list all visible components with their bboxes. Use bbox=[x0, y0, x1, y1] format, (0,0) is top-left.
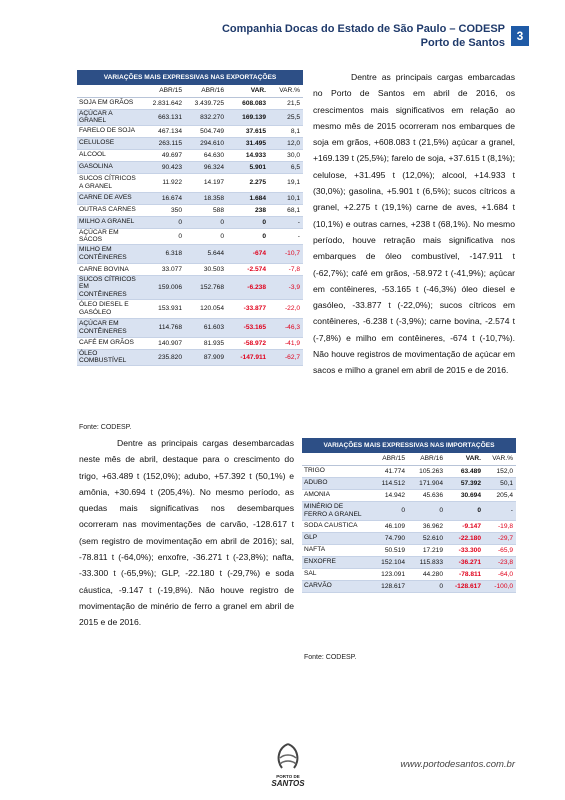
imports-paragraph bbox=[79, 435, 294, 631]
value-variation-percent: 10,1 bbox=[269, 192, 303, 204]
value-abr15: 6.318 bbox=[139, 244, 185, 263]
value-variation: 1.684 bbox=[227, 192, 269, 204]
table-row bbox=[77, 149, 303, 161]
value-abr15: 33.077 bbox=[139, 263, 185, 275]
value-variation-percent: 8,1 bbox=[269, 125, 303, 137]
value-variation-percent: -10,7 bbox=[269, 244, 303, 263]
value-variation: -147.911 bbox=[227, 349, 269, 365]
table-row bbox=[302, 544, 516, 556]
value-variation: -128.617 bbox=[446, 580, 484, 592]
table-row bbox=[302, 520, 516, 532]
table-row bbox=[77, 192, 303, 204]
row-label: AMONIA bbox=[302, 489, 370, 501]
column-header: ABR/15 bbox=[139, 85, 185, 97]
value-variation-percent: 6,5 bbox=[269, 161, 303, 173]
value-abr16: 45.636 bbox=[408, 489, 446, 501]
value-variation-percent: -100,0 bbox=[484, 580, 516, 592]
value-variation-percent: 50,1 bbox=[484, 477, 516, 489]
value-variation: -6.238 bbox=[227, 275, 269, 299]
table-row bbox=[77, 275, 303, 299]
value-variation: 2.275 bbox=[227, 173, 269, 192]
value-abr16: 0 bbox=[185, 216, 227, 228]
value-abr15: 0 bbox=[139, 216, 185, 228]
value-variation: 0 bbox=[227, 216, 269, 228]
value-abr16: 120.054 bbox=[185, 299, 227, 318]
value-abr15: 663.131 bbox=[139, 109, 185, 125]
value-variation-percent: 19,1 bbox=[269, 173, 303, 192]
value-variation-percent: -41,9 bbox=[269, 337, 303, 349]
row-label: CARNE BOVINA bbox=[77, 263, 139, 275]
value-variation: -674 bbox=[227, 244, 269, 263]
table-row bbox=[302, 477, 516, 489]
value-abr16: 3.439.725 bbox=[185, 97, 227, 109]
table-row bbox=[77, 161, 303, 173]
value-variation-percent: 30,0 bbox=[269, 149, 303, 161]
value-abr16: 832.270 bbox=[185, 109, 227, 125]
row-label: SUCOS CÍTRICOS A GRANEL bbox=[77, 173, 139, 192]
value-abr16: 14.197 bbox=[185, 173, 227, 192]
column-header: ABR/16 bbox=[408, 453, 446, 465]
value-abr15: 14.942 bbox=[370, 489, 408, 501]
value-variation-percent: - bbox=[269, 228, 303, 244]
website-url: www.portodesantos.com.br bbox=[400, 759, 515, 770]
value-abr15: 140.907 bbox=[139, 337, 185, 349]
value-variation-percent: -22,0 bbox=[269, 299, 303, 318]
value-abr15: 235.820 bbox=[139, 349, 185, 365]
value-variation: 30.694 bbox=[446, 489, 484, 501]
value-abr15: 467.134 bbox=[139, 125, 185, 137]
value-variation: 0 bbox=[227, 228, 269, 244]
row-label: CARVÃO bbox=[302, 580, 370, 592]
value-abr15: 41.774 bbox=[370, 465, 408, 477]
imports-source: Fonte: CODESP. bbox=[304, 654, 357, 661]
row-label: ÓLEO DIESEL E GASÓLEO bbox=[77, 299, 139, 318]
row-label: CELULOSE bbox=[77, 137, 139, 149]
value-abr15: 50.519 bbox=[370, 544, 408, 556]
value-variation: -36.271 bbox=[446, 556, 484, 568]
value-variation: 14.933 bbox=[227, 149, 269, 161]
value-variation: -78.811 bbox=[446, 568, 484, 580]
table-row bbox=[77, 137, 303, 149]
exports-paragraph-text: Dentre as principais cargas embarcadas no Porto de Santos em abril de 2016, os crescimentos mais significativos em relação ao mesmo mês de 2015 ocorreram nos embarques de soja em grãos, +608.083 t (21,5%) açúcar a granel, +169.139 t (25,5%); farelo de soja, +37.615 t (8,1%); celulose, +31.495 t (12,0%); alcool, +14.933 t (30,0%); gasolina, +5.901 t (6,5%); sucos cítricos a granel, +2.275 t (19,1%) carne de aves, +1.684 t (10,1%) e outras carnes, +238 t (68,1%). No mesmo período, houve retração mais significativa nos embarques de óleo combustível, -147.911 t (-62,7%); café em grãos, -58.972 t (-41,9%); açúcar em contêineres, -53.165 t (-46,3%) óleo diesel e gasóleo, -33.877 t (-22,0%); sucos cítricos em contêineres, -6.238 t (-3,9%); carne bovina, -2.574 t (-7,8%) e milho em contêineres, -674 t (-10,7%). Não houve registros de movimentação de açúcar em sacos e milho a granel em abril de 2015 e de 2016. bbox=[313, 72, 515, 376]
column-header: VAR. bbox=[227, 85, 269, 97]
column-header: VAR. bbox=[446, 453, 484, 465]
value-abr15: 159.006 bbox=[139, 275, 185, 299]
value-abr16: 0 bbox=[408, 580, 446, 592]
table-row bbox=[77, 263, 303, 275]
row-label: CAFÉ EM GRÃOS bbox=[77, 337, 139, 349]
value-variation: 169.139 bbox=[227, 109, 269, 125]
value-abr16: 36.962 bbox=[408, 520, 446, 532]
value-variation: 238 bbox=[227, 204, 269, 216]
imports-paragraph-text: Dentre as principais cargas desembarcadas neste mês de abril, destaque para o crescimento do trigo, +63.489 t (152,0%); adubo, +57.392 t (50,1%) e amônia, +30.694 t (205,4%). No mesmo período, as quedas mais significativas nos desembarques ocorreram nas movimentações de carvão, -128.617 t (sem registro de movimentação em abril de 2016); sal, -78.811 t (-64,0%); enxofre, -36.271 t (-23,8%); nafta, -33.300 t (-65,9%); GLP, -22.180 t (-29,7%) e soda cáustica, -9.147 t (-19,8%). Não houve registro de movimentação de minério de ferro a granel em abril de 2015 e de 2016. bbox=[79, 438, 294, 628]
imports-table bbox=[302, 438, 516, 593]
value-abr16: 152.768 bbox=[185, 275, 227, 299]
value-variation: -9.147 bbox=[446, 520, 484, 532]
table-row bbox=[302, 580, 516, 592]
value-variation: 63.489 bbox=[446, 465, 484, 477]
value-abr16: 504.749 bbox=[185, 125, 227, 137]
value-abr16: 588 bbox=[185, 204, 227, 216]
table-row bbox=[77, 173, 303, 192]
row-label: SOJA EM GRÃOS bbox=[77, 97, 139, 109]
row-label: NAFTA bbox=[302, 544, 370, 556]
value-abr15: 0 bbox=[370, 501, 408, 520]
value-variation: -58.972 bbox=[227, 337, 269, 349]
table-row bbox=[77, 228, 303, 244]
table-row bbox=[302, 465, 516, 477]
exports-table bbox=[77, 70, 303, 366]
value-variation: 0 bbox=[446, 501, 484, 520]
value-variation: -33.300 bbox=[446, 544, 484, 556]
value-abr15: 128.617 bbox=[370, 580, 408, 592]
table-row bbox=[77, 299, 303, 318]
value-variation-percent: -23,8 bbox=[484, 556, 516, 568]
table-row bbox=[77, 318, 303, 337]
value-abr15: 114.768 bbox=[139, 318, 185, 337]
value-abr15: 46.109 bbox=[370, 520, 408, 532]
table-row bbox=[77, 125, 303, 137]
column-header: VAR.% bbox=[484, 453, 516, 465]
value-variation: -53.165 bbox=[227, 318, 269, 337]
exports-table-header-row bbox=[77, 85, 303, 97]
value-abr16: 5.644 bbox=[185, 244, 227, 263]
value-abr15: 49.697 bbox=[139, 149, 185, 161]
row-label: GLP bbox=[302, 532, 370, 544]
value-abr16: 81.935 bbox=[185, 337, 227, 349]
row-label: CARNE DE AVES bbox=[77, 192, 139, 204]
value-abr15: 90.423 bbox=[139, 161, 185, 173]
row-label: MILHO EM CONTÊINERES bbox=[77, 244, 139, 263]
value-variation: -33.877 bbox=[227, 299, 269, 318]
column-header bbox=[302, 453, 370, 465]
column-header bbox=[77, 85, 139, 97]
value-abr16: 294.610 bbox=[185, 137, 227, 149]
value-abr15: 11.922 bbox=[139, 173, 185, 192]
table-row bbox=[77, 204, 303, 216]
value-variation-percent: -3,9 bbox=[269, 275, 303, 299]
value-abr16: 52.610 bbox=[408, 532, 446, 544]
row-label: SODA CAUSTICA bbox=[302, 520, 370, 532]
value-variation-percent: -46,3 bbox=[269, 318, 303, 337]
row-label: MILHO A GRANEL bbox=[77, 216, 139, 228]
row-label: ALCOOL bbox=[77, 149, 139, 161]
value-variation-percent: 68,1 bbox=[269, 204, 303, 216]
table-row bbox=[302, 568, 516, 580]
table-row bbox=[77, 349, 303, 365]
row-label: OUTRAS CARNES bbox=[77, 204, 139, 216]
row-label: ÓLEO COMBUSTÍVEL bbox=[77, 349, 139, 365]
value-variation-percent: -65,9 bbox=[484, 544, 516, 556]
imports-table-title: VARIAÇÕES MAIS EXPRESSIVAS NAS IMPORTAÇÕES bbox=[302, 438, 516, 453]
row-label: ENXOFRE bbox=[302, 556, 370, 568]
value-abr16: 105.263 bbox=[408, 465, 446, 477]
exports-paragraph bbox=[313, 69, 515, 379]
value-abr15: 152.104 bbox=[370, 556, 408, 568]
value-variation-percent: 25,5 bbox=[269, 109, 303, 125]
value-variation: -2.574 bbox=[227, 263, 269, 275]
value-variation-percent: 152,0 bbox=[484, 465, 516, 477]
company-name: Companhia Docas do Estado de São Paulo – CODESP bbox=[221, 23, 505, 35]
value-abr16: 96.324 bbox=[185, 161, 227, 173]
table-row bbox=[302, 501, 516, 520]
imports-table-header-row bbox=[302, 453, 516, 465]
column-header: ABR/16 bbox=[185, 85, 227, 97]
value-variation: 5.901 bbox=[227, 161, 269, 173]
table-row bbox=[302, 489, 516, 501]
exports-table-title: VARIAÇÕES MAIS EXPRESSIVAS NAS EXPORTAÇÕES bbox=[77, 70, 303, 85]
value-abr16: 64.630 bbox=[185, 149, 227, 161]
value-abr15: 350 bbox=[139, 204, 185, 216]
row-label: ADUBO bbox=[302, 477, 370, 489]
header-title-block bbox=[222, 22, 505, 50]
value-abr15: 153.931 bbox=[139, 299, 185, 318]
value-variation-percent: 21,5 bbox=[269, 97, 303, 109]
row-label: AÇÚCAR A GRANEL bbox=[77, 109, 139, 125]
value-abr16: 30.503 bbox=[185, 263, 227, 275]
table-row bbox=[77, 216, 303, 228]
value-variation-percent: - bbox=[484, 501, 516, 520]
table-row bbox=[302, 532, 516, 544]
page-number-badge: 3 bbox=[511, 26, 529, 46]
value-abr16: 171.904 bbox=[408, 477, 446, 489]
table-row bbox=[77, 337, 303, 349]
value-abr15: 263.115 bbox=[139, 137, 185, 149]
value-abr15: 16.674 bbox=[139, 192, 185, 204]
value-abr15: 123.091 bbox=[370, 568, 408, 580]
value-variation-percent: -62,7 bbox=[269, 349, 303, 365]
table-row bbox=[77, 97, 303, 109]
table-row bbox=[77, 244, 303, 263]
value-variation-percent: -64,0 bbox=[484, 568, 516, 580]
value-variation-percent: -19,8 bbox=[484, 520, 516, 532]
value-variation-percent: 205,4 bbox=[484, 489, 516, 501]
svg-text:PORTO DE: PORTO DE bbox=[276, 774, 300, 779]
value-abr15: 2.831.642 bbox=[139, 97, 185, 109]
row-label: GASOLINA bbox=[77, 161, 139, 173]
value-abr16: 18.358 bbox=[185, 192, 227, 204]
value-abr16: 17.219 bbox=[408, 544, 446, 556]
column-header: ABR/15 bbox=[370, 453, 408, 465]
exports-source: Fonte: CODESP. bbox=[79, 424, 132, 431]
table-row bbox=[302, 556, 516, 568]
table-row bbox=[77, 109, 303, 125]
row-label: AÇÚCAR EM CONTÊINERES bbox=[77, 318, 139, 337]
row-label: SAL bbox=[302, 568, 370, 580]
value-variation-percent: -7,8 bbox=[269, 263, 303, 275]
row-label: AÇÚCAR EM SACOS bbox=[77, 228, 139, 244]
row-label: SUCOS CÍTRICOS EM CONTÊINERES bbox=[77, 275, 139, 299]
value-variation: 31.495 bbox=[227, 137, 269, 149]
porto-de-santos-logo bbox=[268, 740, 308, 790]
row-label: MINÉRIO DE FERRO A GRANEL bbox=[302, 501, 370, 520]
imports-table-body bbox=[302, 465, 516, 592]
svg-text:SANTOS: SANTOS bbox=[271, 779, 305, 788]
column-header: VAR.% bbox=[269, 85, 303, 97]
value-abr16: 0 bbox=[185, 228, 227, 244]
value-variation-percent: -29,7 bbox=[484, 532, 516, 544]
row-label: FARELO DE SOJA bbox=[77, 125, 139, 137]
value-abr15: 0 bbox=[139, 228, 185, 244]
value-abr15: 74.790 bbox=[370, 532, 408, 544]
value-abr16: 87.909 bbox=[185, 349, 227, 365]
value-variation: 37.615 bbox=[227, 125, 269, 137]
value-abr15: 114.512 bbox=[370, 477, 408, 489]
port-name: Porto de Santos bbox=[420, 37, 505, 49]
value-abr16: 61.603 bbox=[185, 318, 227, 337]
value-variation: -22.180 bbox=[446, 532, 484, 544]
value-variation-percent: - bbox=[269, 216, 303, 228]
value-variation: 608.083 bbox=[227, 97, 269, 109]
value-variation-percent: 12,0 bbox=[269, 137, 303, 149]
value-abr16: 44.280 bbox=[408, 568, 446, 580]
row-label: TRIGO bbox=[302, 465, 370, 477]
value-variation: 57.392 bbox=[446, 477, 484, 489]
value-abr16: 0 bbox=[408, 501, 446, 520]
value-abr16: 115.833 bbox=[408, 556, 446, 568]
exports-table-body bbox=[77, 97, 303, 365]
